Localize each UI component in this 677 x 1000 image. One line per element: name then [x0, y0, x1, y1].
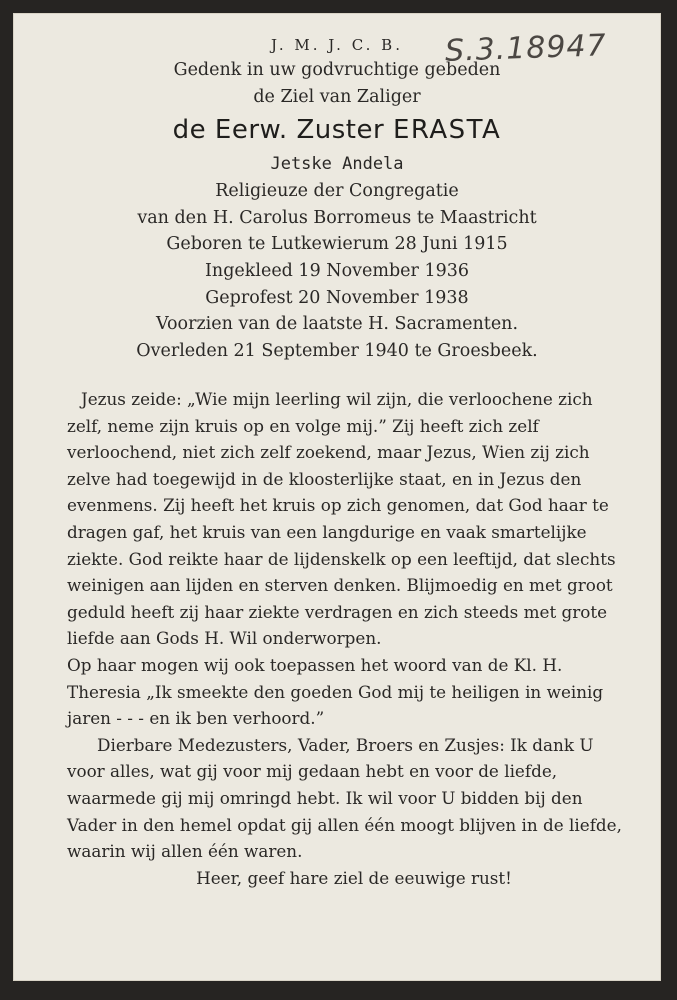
profession-line: Geprofest 20 November 1938 [205, 287, 469, 308]
card-header [13, 33, 661, 364]
death-line: Overleden 21 September 1940 te Groesbeek. [136, 340, 538, 361]
given-name: Jetske Andela [270, 154, 404, 175]
deceased-title [13, 110, 661, 150]
initials: J. M. J. C. B. [271, 36, 403, 54]
sacraments-line: Voorzien van de laatste H. Sacramenten. [155, 314, 519, 335]
memorial-card [13, 13, 661, 981]
closing-prayer: Heer, geef hare ziel de eeuwige rust! [196, 867, 512, 888]
paragraph-quote: Jezus zeide: „Wie mijn leerling wil zijn, die verloochene zich zelf, neme zijn kruis op en volge mij.” Zij heeft zich zelf verloochend, niet zich zelf zoekend, maar Jezus, Wien zij zich zelve had toegewijd in de kloosterlijke staat, en in Jezus den evenmens. Zij heeft het kruis op zich genomen, dat God haar te dragen gaf, het kruis van een langdurige en vaak smartelijke ziekte. God reikte haar de lijdenskelk op een leeftijd, dat slechts weinigen aan lijden en sterven denken. Blijmoedig en met groot geduld heeft zij haar ziekte verdragen en zich steeds met grote liefde aan Gods H. Wil onderworpen. [67, 389, 616, 649]
archive-number: S.3.18947 [444, 28, 608, 69]
remember-line: Gedenk in uw godvruchtige gebeden [173, 60, 501, 80]
title-prefix: de Eerw. Zuster [172, 115, 385, 146]
congregation-line-2: van den H. Carolus Borromeus te Maastricht [137, 207, 537, 228]
soul-line: de Ziel van Zaliger [253, 86, 421, 107]
religious-name: ERASTA [392, 115, 502, 146]
paragraph-farewell: Dierbare Medezusters, Vader, Broers en Zusjes: Ik dank U voor alles, wat gij voor mij gedaan hebt en voor de liefde, waarmede gij mij omringd hebt. Ik wil voor U bidden bij den Vader in den hemel opdat gij allen één moogt blijven in de liefde, waarin wij allen één waren. [67, 734, 622, 862]
paragraph-theresia: Op haar mogen wij ook toepassen het woord van de Kl. H. Theresia „Ik smeekte den goeden God mij te heiligen in weinig jaren - - - en ik ben verhoord.” [67, 654, 604, 729]
birth-line: Geboren te Lutkewierum 28 Juni 1915 [166, 234, 508, 255]
memorial-text [67, 386, 627, 891]
clothing-line: Ingekleed 19 November 1936 [205, 260, 469, 281]
congregation-line-1: Religieuze der Congregatie [215, 181, 459, 202]
